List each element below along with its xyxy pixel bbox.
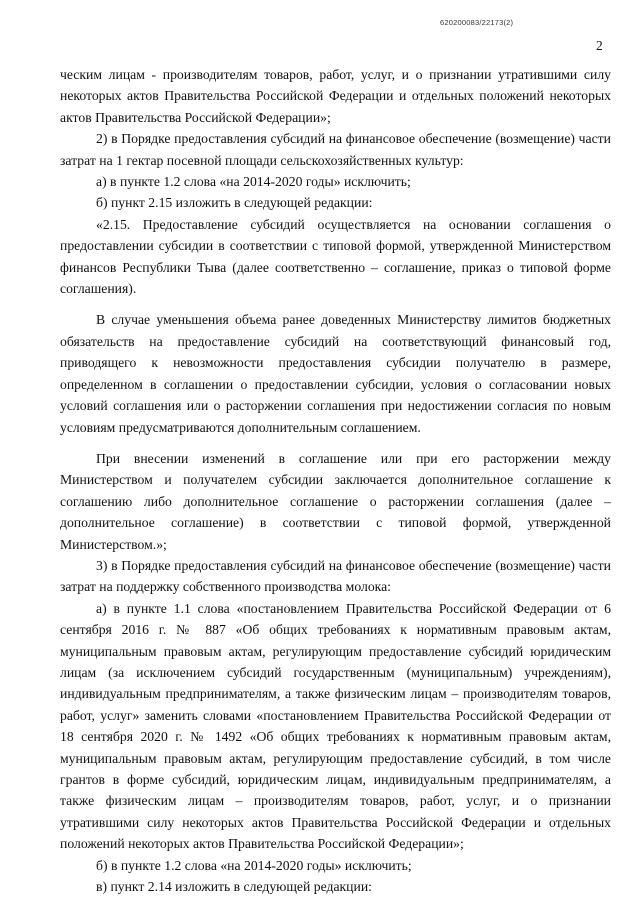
paragraph-clause-2-15: «2.15. Предоставление субсидий осуществляется на основании соглашения о предоставлении субсидии в соответствии с типовой формой, утвержденной Министерством финансов Республики Тыва (далее соответственно – соглашение, приказ о типовой форме соглашения).: [60, 216, 611, 297]
paragraph-item-3: 3) в Порядке предоставления субсидий на финансовое обеспечение (возмещение) части затрат на поддержку собственного производства молока:: [60, 557, 611, 595]
page-number: 2: [596, 38, 603, 53]
paragraph-subitem-b: б) пункт 2.15 изложить в следующей редакции:: [96, 195, 373, 211]
paragraph-subitem-a-1-1: а) в пункте 1.1 слова «постановлением Правительства Российской Федерации от 6 сентября 2016 г. № 887 «Об общих требованиях к нормативным правовым актам, муниципальным правовым актам, регулирующим предоставление субсидий юридическим лицам (за исключением субсидий государственным (муниципальным) учреждениям), индивидуальным предпринимателям, а также физическим лицам – производителям товаров, работ, услуг» заменить словами «постановлением Правительства Российской Федерации от 18 сентября 2020 г. № 1492 «Об общих требованиях к нормативным правовым актам, муниципальным правовым актам, регулирующим предоставление субсидий, в том числе грантов в форме субсидий, юридическим лицам, индивидуальным предпринимателям, а также физическим лицам – производителям товаров, работ, услуг, и о признании утратившими силу некоторых актов Правительства Российской Федерации и отдельных положений некоторых актов Правительства Российской Федерации»;: [60, 600, 611, 852]
paragraph-amendments: При внесении изменений в соглашение или при его расторжении между Министерством и получателем субсидии заключается дополнительное соглашение к соглашению либо дополнительное соглашение о расторжении соглашения (далее – дополнительное соглашение) в соответствии с типовой формой, утвержденной Министерством.»;: [60, 450, 611, 552]
paragraph-subitem-v-2-14: в) пункт 2.14 изложить в следующей редакции:: [96, 879, 372, 895]
paragraph-item-2: 2) в Порядке предоставления субсидий на финансовое обеспечение (возмещение) части затрат на 1 гектар посевной площади сельскохозяйственных культур:: [60, 131, 611, 168]
document-body: [60, 64, 611, 897]
paragraph-budget-reduction: В случае уменьшения объема ранее доведенных Министерству лимитов бюджетных обязательств на предоставление субсидий на соответствующий финансовый год, приводящего к невозможности предоставления субсидии получателю в размере, определенном в соглашении о предоставлении субсидии, условия о согласовании новых условий соглашения или о расторжении соглашения при недостижении согласия по новым условиям предусматриваются дополнительным соглашением.: [60, 312, 611, 435]
paragraph-subitem-b-1-2: б) в пункте 1.2 слова «на 2014-2020 годы» исключить;: [96, 857, 412, 873]
paragraph-subitem-a: а) в пункте 1.2 слова «на 2014-2020 годы» исключить;: [96, 174, 411, 190]
paragraph-continuation: ческим лицам - производителям товаров, работ, услуг, и о признании утратившими силу некоторых актов Правительства Российской Федерации и отдельных положений некоторых актов Правительства Российской Федерации»;: [60, 67, 611, 125]
document-id: 620200083/22173(2): [440, 18, 514, 27]
